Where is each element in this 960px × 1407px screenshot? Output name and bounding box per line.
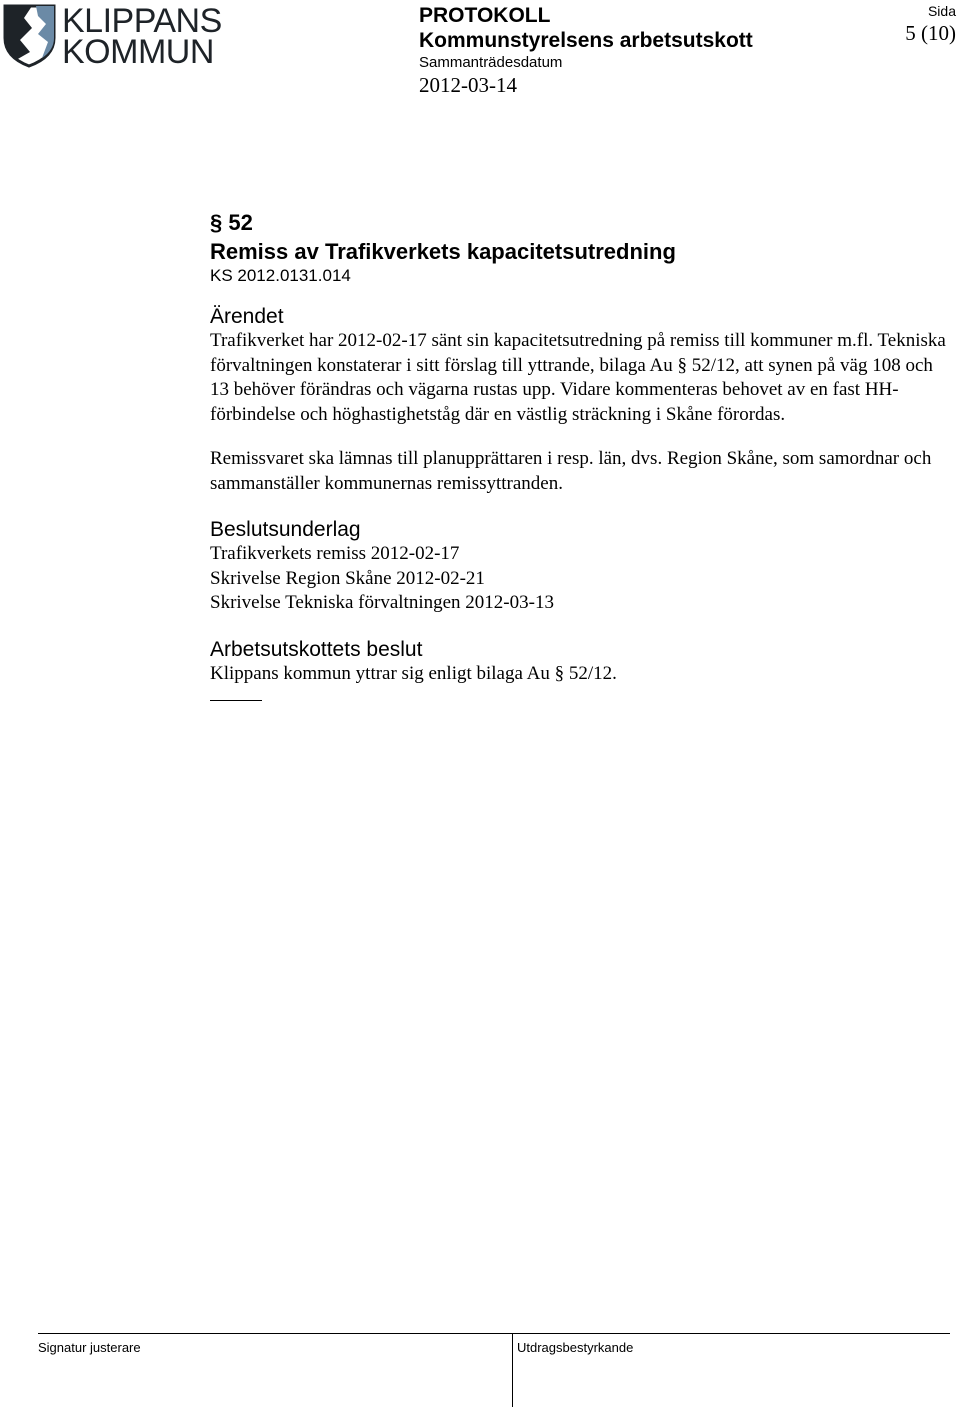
logo-line1: KLIPPANS: [62, 2, 222, 40]
paragraph-symbol: §: [554, 662, 565, 684]
paragraph-number-value: 52: [228, 210, 253, 235]
arendet-paragraph-1: [210, 329, 950, 427]
arendet-paragraph-2: Remissvaret ska lämnas till planupprättaren i resp. län, dvs. Region Skåne, som samordnar och sammanställer kommunernas remissyttranden.: [210, 448, 932, 494]
meeting-date: 2012-03-14: [419, 73, 517, 97]
signature-label: Signatur justerare: [38, 1340, 141, 1355]
beslut-text: [210, 662, 950, 687]
beslutsunderlag-item: Skrivelse Tekniska förvaltningen 2012-03-13: [210, 592, 554, 613]
paragraph-number: [210, 208, 950, 238]
document-header: [419, 4, 753, 98]
main-content: [210, 208, 950, 701]
paragraph-symbol: §: [210, 210, 223, 235]
page-label: Sida: [927, 3, 956, 19]
beslutsunderlag-heading: Beslutsunderlag: [210, 518, 361, 541]
logo: [2, 2, 222, 71]
page-indicator: [905, 2, 956, 46]
arendet-text-2: 52/12, att synen på väg 108 och 13 behöver förändras och vägarna rustas upp. Vidare kommenteras behovet av en fast HH-förbindelse och höghastighetståg där en västlig sträckning i Skåne förordas.: [210, 354, 933, 425]
extract-label: Utdragsbestyrkande: [517, 1340, 634, 1355]
beslutsunderlag-item: Skrivelse Region Skåne 2012-02-21: [210, 567, 485, 589]
beslut-text-1: Klippans kommun yttrar sig enligt bilaga Au: [210, 662, 550, 684]
arendet-heading: Ärendet: [210, 305, 284, 328]
logo-line2: KOMMUN: [62, 33, 214, 71]
beslutsunderlag-item: Trafikverkets remiss 2012-02-17: [210, 543, 460, 564]
beslut-text-2: 52/12.: [568, 662, 617, 684]
footer-divider: [512, 1334, 513, 1407]
signature-footer: [38, 1333, 950, 1407]
committee-name: Kommunstyrelsens arbetsutskott: [419, 29, 753, 52]
beslut-heading: Arbetsutskottets beslut: [210, 637, 423, 661]
date-label: Sammanträdesdatum: [419, 54, 563, 71]
page-number: 5 (10): [905, 21, 956, 45]
arendet-text-1: Trafikverket har 2012-02-17 sänt sin kapacitetsutredning på remiss till kommuner m.fl. Tekniska förvaltningen konstaterar i sitt förslag till yttrande, bilaga Au: [210, 330, 946, 376]
doc-type: PROTOKOLL: [419, 4, 551, 27]
end-rule: [210, 700, 262, 701]
paragraph-symbol: §: [677, 354, 687, 376]
section-title: Remiss av Trafikverkets kapacitetsutredning: [210, 239, 676, 264]
klippan-coat-of-arms-icon: [2, 2, 60, 68]
case-reference: KS 2012.0131.014: [210, 266, 351, 285]
